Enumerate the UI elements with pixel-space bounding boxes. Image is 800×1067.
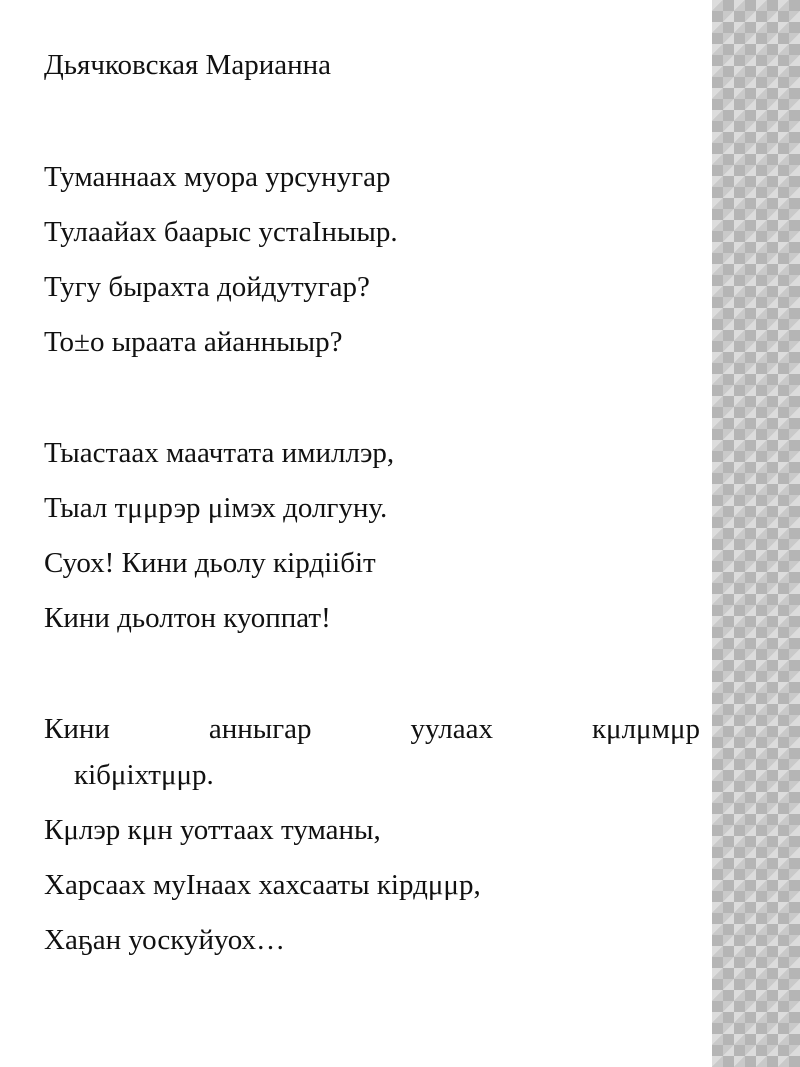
poem-line: Хаҕан уоскуйуох… bbox=[44, 924, 286, 956]
poem-line-continuation: кібμіхтμμр. bbox=[74, 759, 214, 791]
poem-line: Туманнаах муора урсунугар bbox=[44, 161, 391, 193]
poem-line: Харсаах муІнаах хахсааты кірдμμр, bbox=[44, 869, 481, 901]
poem-line: Тыал тμμрэр μімэх долгуну. bbox=[44, 492, 388, 524]
poem-line: Тугу бырахта дойдутугар? bbox=[44, 271, 370, 303]
author-name: Дьячковская Марианна bbox=[44, 49, 332, 81]
poem-line: Суох! Кини дьолу кірдіібіт bbox=[44, 547, 376, 579]
poem-line: Кμлэр кμн уоттаах туманы, bbox=[44, 814, 381, 846]
poem-line: То±о ыраата айанныыр? bbox=[44, 326, 343, 358]
poem-word: кμлμмμр bbox=[591, 713, 700, 745]
poem-word: Кини bbox=[44, 713, 110, 745]
poem-line: Кини дьолтон куоппат! bbox=[44, 602, 331, 634]
poem-line: Тулаайах баарыс устаІныыр. bbox=[44, 216, 398, 248]
poem-line: Тыастаах маачтата имиллэр, bbox=[44, 437, 395, 469]
decorative-pattern-strip bbox=[712, 0, 800, 1067]
poem-word: анныгар bbox=[208, 713, 312, 745]
poem-line-justified bbox=[44, 712, 700, 746]
poem-word: уулаах bbox=[410, 713, 493, 745]
